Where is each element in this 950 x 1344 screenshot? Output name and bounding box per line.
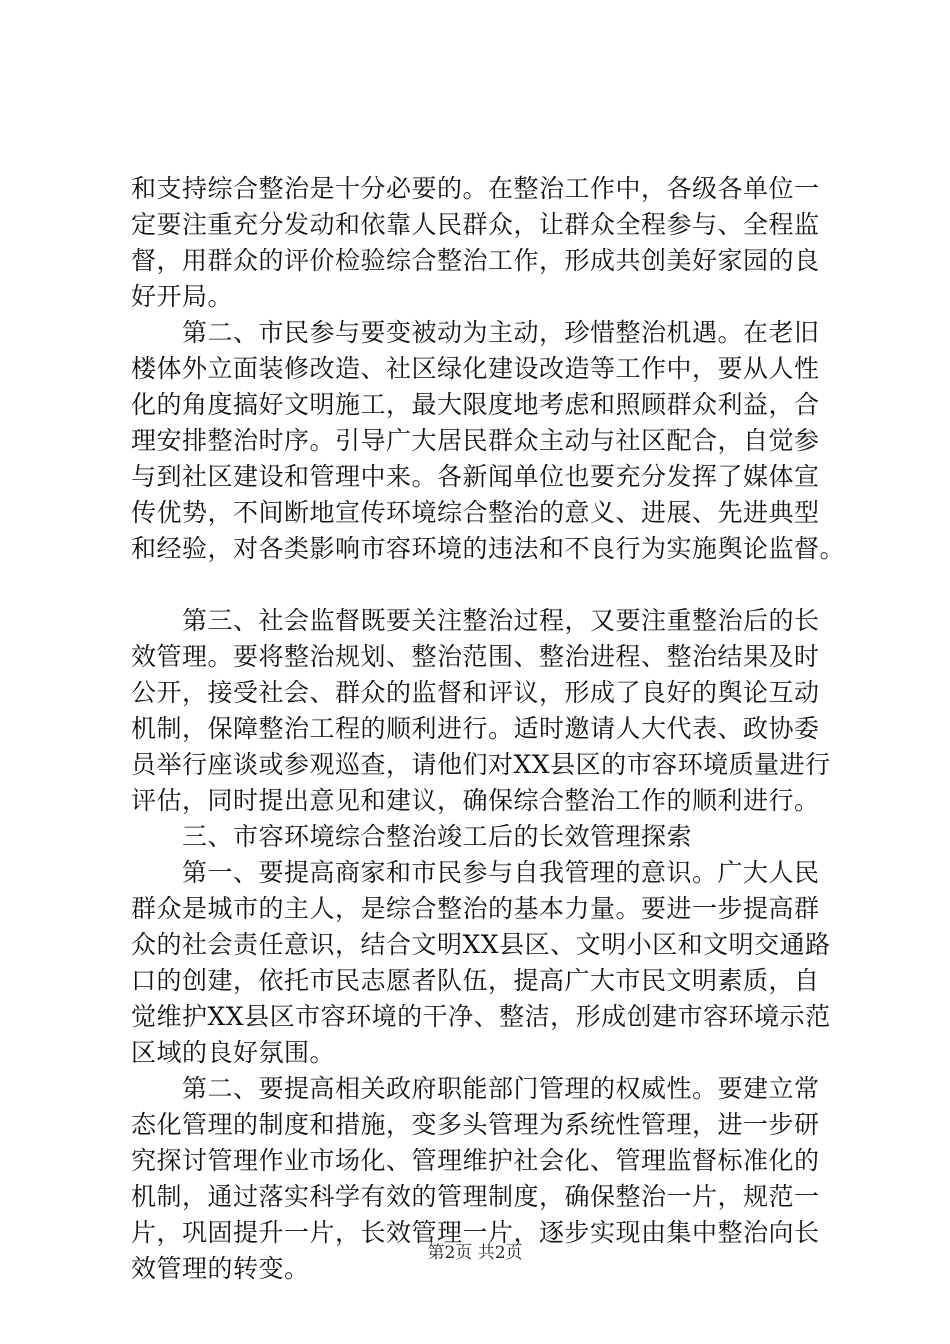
text-line: 第一、要提高商家和市民参与自我管理的意识。广大人民	[131, 858, 820, 887]
text-line: 口的创建，依托市民志愿者队伍，提高广大市民文明素质，自	[131, 966, 820, 995]
text-line: 区域的良好氛围。	[131, 1038, 336, 1067]
text-line: 楼体外立面装修改造、社区绿化建设改造等工作中，要从人性	[131, 354, 820, 383]
text-line: 理安排整治时序。引导广大居民群众主动与社区配合，自觉参	[131, 426, 820, 455]
document-body	[131, 171, 846, 1287]
section-heading: 三、市容环境综合整治竣工后的长效管理探索	[131, 822, 693, 851]
text-line: 第二、市民参与要变被动为主动，珍惜整治机遇。在老旧	[131, 318, 820, 347]
text-line: 督，用群众的评价检验综合整治工作，形成共创美好家园的良	[131, 246, 820, 275]
text-line: 公开，接受社会、群众的监督和评议，形成了良好的舆论互动	[131, 678, 820, 707]
text-line: 第二、要提高相关政府职能部门管理的权威性。要建立常	[131, 1074, 820, 1103]
text-line: 化的角度搞好文明施工，最大限度地考虑和照顾群众利益，合	[131, 390, 820, 419]
paragraph-gap	[131, 567, 839, 603]
text-line: 定要注重充分发动和依靠人民群众，让群众全程参与、全程监	[131, 210, 820, 239]
text-line: 机制，通过落实科学有效的管理制度，确保整治一片，规范一	[131, 1182, 820, 1211]
text-line: 片，巩固提升一片，长效管理一片，逐步实现由集中整治向长	[131, 1218, 820, 1247]
text-line: 评估，同时提出意见和建议，确保综合整治工作的顺利进行。	[131, 786, 820, 815]
text-line: 觉维护XX县区市容环境的干净、整洁，形成创建市容环境示范	[131, 1002, 831, 1031]
text-line: 传优势，不间断地宣传环境综合整治的意义、进展、先进典型	[131, 498, 820, 527]
text-line: 员举行座谈或参观巡查，请他们对XX县区的市容环境质量进行	[131, 750, 831, 779]
text-line: 众的社会责任意识，结合文明XX县区、文明小区和文明交通路	[131, 930, 831, 959]
text-line: 效管理。要将整治规划、整治范围、整治进程、整治结果及时	[131, 642, 820, 671]
text-line: 究探讨管理作业市场化、管理维护社会化、管理监督标准化的	[131, 1146, 820, 1175]
text-line: 与到社区建设和管理中来。各新闻单位也要充分发挥了媒体宣	[131, 462, 820, 491]
text-line: 好开局。	[131, 282, 234, 311]
text-line: 和经验，对各类影响市容环境的违法和不良行为实施舆论监督。	[131, 534, 846, 563]
text-line: 态化管理的制度和措施，变多头管理为系统性管理，进一步研	[131, 1110, 820, 1139]
text-line: 和支持综合整治是十分必要的。在整治工作中，各级各单位一	[131, 174, 820, 203]
text-line: 机制，保障整治工程的顺利进行。适时邀请人大代表、政协委	[131, 714, 820, 743]
text-line: 第三、社会监督既要关注整治过程，又要注重整治后的长	[131, 606, 820, 635]
page-number-footer: 第2页 共2页	[427, 1243, 523, 1263]
text-line: 群众是城市的主人，是综合整治的基本力量。要进一步提高群	[131, 894, 820, 923]
text-line: 效管理的转变。	[131, 1254, 310, 1283]
